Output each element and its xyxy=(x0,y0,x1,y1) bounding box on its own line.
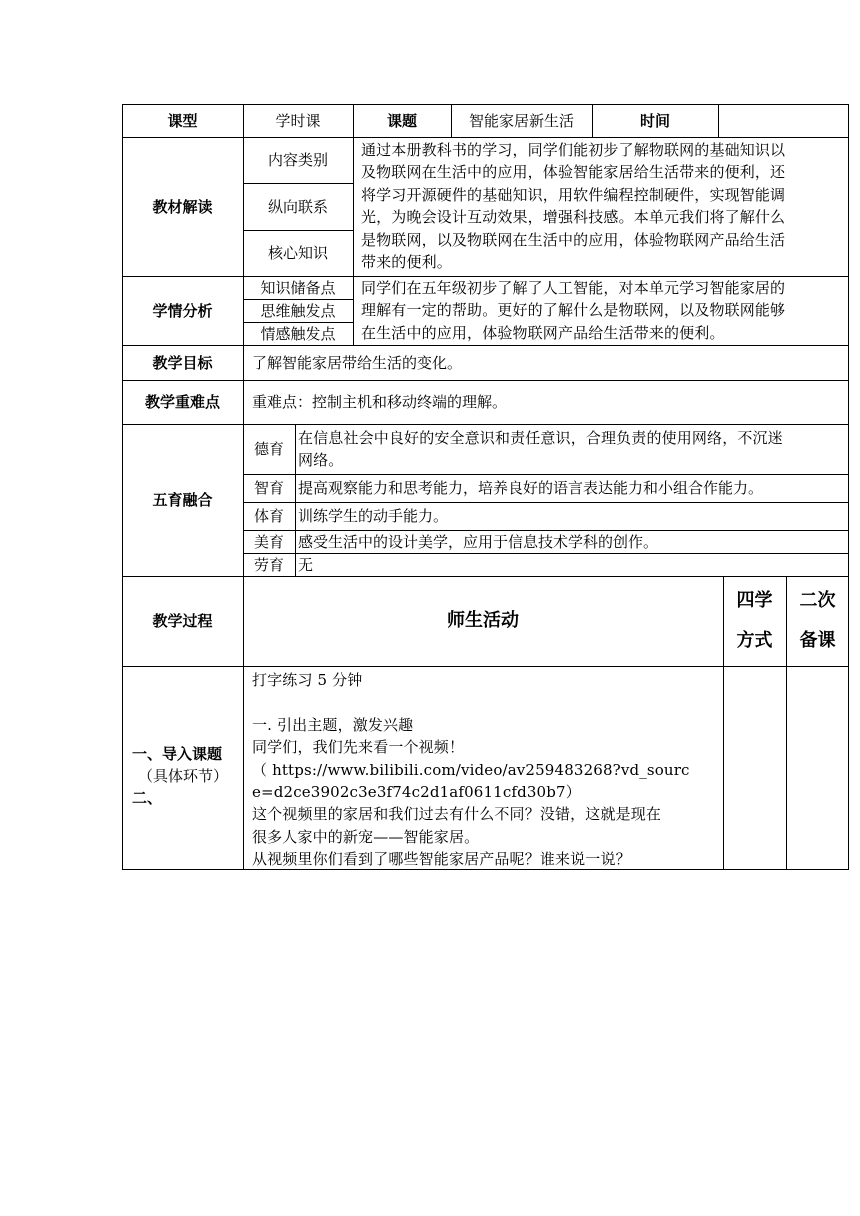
intro-left-cell xyxy=(122,666,243,869)
activity-header: 师生活动 xyxy=(447,610,519,631)
intro-mode-cell xyxy=(723,666,786,869)
learner-line: 理解有一定的帮助。更好的了解什么是物联网，以及物联网能够 xyxy=(361,301,786,320)
emotion-trigger-label: 情感触发点 xyxy=(260,324,336,343)
aesthetic-label: 美育 xyxy=(253,532,284,551)
time-label: 时间 xyxy=(639,111,670,130)
textbook-line: 光，为晚会设计互动效果，增强科技感。本单元我们将了解什么 xyxy=(361,208,786,227)
five-edu-label: 五育融合 xyxy=(152,491,213,509)
moral-line: 在信息社会中良好的安全意识和责任意识，合理负责的使用网络，不沉迷 xyxy=(298,429,783,447)
textbook-line: 及物联网在生活中的应用，体验智能家居给生活带来的便利，还 xyxy=(361,163,786,182)
prep-header xyxy=(786,576,849,666)
intro-line: 一. 引出主题，激发兴趣 xyxy=(252,715,414,734)
textbook-line: 将学习开源硬件的基础知识，用软件编程控制硬件，实现智能调 xyxy=(361,185,786,204)
prep-header-line: 备课 xyxy=(799,630,836,651)
labor-label: 劳育 xyxy=(253,555,284,574)
intellect-label: 智育 xyxy=(253,479,284,497)
moral-label: 德育 xyxy=(253,440,284,458)
intro-line: 同学们，我们先来看一个视频！ xyxy=(252,738,465,757)
prep-header-line: 二次 xyxy=(799,590,836,611)
key-points-value: 重难点：控制主机和移动终端的理解。 xyxy=(252,393,508,411)
content-category-label: 内容类别 xyxy=(267,151,328,169)
textbook-line: 通过本册教科书的学习，同学们能初步了解物联网的基础知识以 xyxy=(361,141,786,159)
type-label: 课型 xyxy=(167,111,198,130)
mode-header-line: 方式 xyxy=(736,630,773,651)
time-value xyxy=(718,104,849,137)
textbook-line: 是物联网，以及物联网在生活中的应用，体验物联网产品给生活 xyxy=(361,230,786,249)
video-link-line[interactable]: e=d2ce3902c3e3f74c2d1af0611cfd30b7） xyxy=(252,783,581,801)
goal-value: 了解智能家居带给生活的变化。 xyxy=(252,353,463,372)
physical-value: 训练学生的动手能力。 xyxy=(298,507,449,525)
intro-line: 很多人家中的新宠——智能家居。 xyxy=(252,827,480,846)
learner-line: 在生活中的应用，体验物联网产品给生活带来的便利。 xyxy=(361,323,725,342)
mode-header xyxy=(723,576,786,666)
topic-label: 课题 xyxy=(386,111,417,130)
moral-line: 网络。 xyxy=(298,451,344,470)
vertical-link-label: 纵向联系 xyxy=(267,197,328,216)
learner-line: 同学们在五年级初步了解了人工智能，对本单元学习智能家居的 xyxy=(361,279,786,297)
video-link-line[interactable]: （ https://www.bilibili.com/video/av259483268?vd_sourc xyxy=(252,760,690,779)
intro-line: 这个视频里的家居和我们过去有什么不同？没错，这就是现在 xyxy=(252,805,662,824)
intro-line: 从视频里你们看到了哪些智能家居产品呢？谁来说一说？ xyxy=(252,850,631,869)
intro-section-title: 一、导入课题 xyxy=(132,744,223,763)
thinking-trigger-label: 思维触发点 xyxy=(260,301,336,320)
process-label: 教学过程 xyxy=(152,612,213,630)
intro-prep-cell xyxy=(786,666,849,869)
textbook-line: 带来的便利。 xyxy=(361,253,452,271)
learner-label: 学情分析 xyxy=(152,301,213,320)
goal-label: 教学目标 xyxy=(152,353,213,372)
knowledge-reserve-label: 知识储备点 xyxy=(260,278,336,297)
mode-header-line: 四学 xyxy=(736,590,773,611)
key-points-label: 教学重难点 xyxy=(144,393,220,411)
textbook-label: 教材解读 xyxy=(152,197,213,216)
core-knowledge-label: 核心知识 xyxy=(267,244,328,262)
labor-value: 无 xyxy=(298,555,314,574)
intellect-value: 提高观察能力和思考能力，培养良好的语言表达能力和小组合作能力。 xyxy=(298,479,764,497)
topic-value: 智能家居新生活 xyxy=(468,111,574,130)
intro-line: 打字练习 5 分钟 xyxy=(252,671,363,689)
type-value: 学时课 xyxy=(275,111,321,130)
next-section-marker: 二、 xyxy=(132,788,163,807)
aesthetic-value: 感受生活中的设计美学，应用于信息技术学科的创作。 xyxy=(298,532,659,551)
intro-section-note: （具体环节） xyxy=(138,766,229,785)
physical-label: 体育 xyxy=(253,507,284,525)
